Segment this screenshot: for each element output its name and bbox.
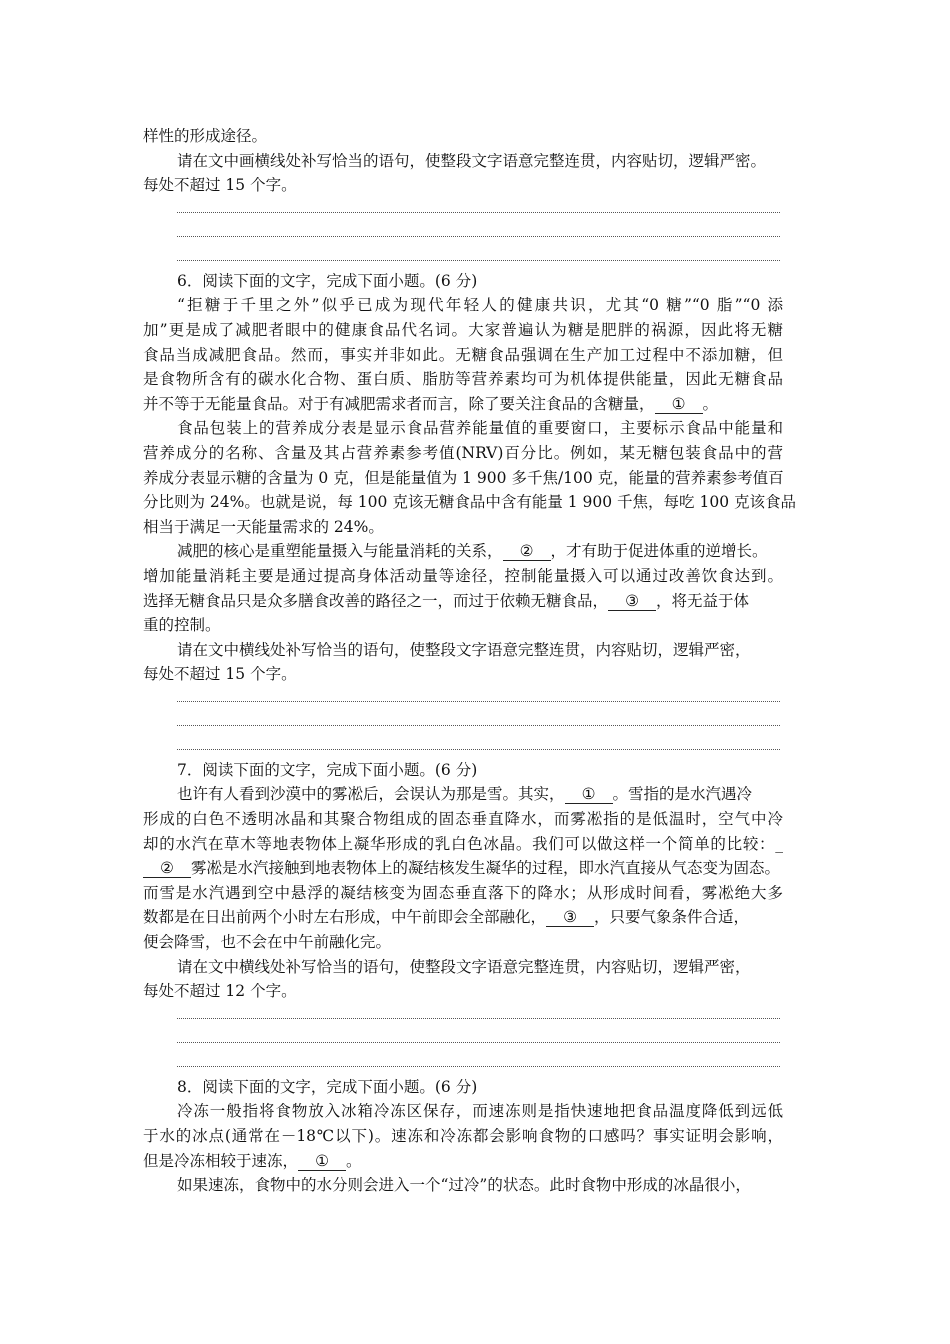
fill-blank-1[interactable]: ① [298, 1152, 346, 1171]
answer-lines [143, 198, 783, 269]
paragraph-line: 食品包装上的营养成分表是显示食品营养能量值的重要窗口，主要标示食品中能量和 [177, 419, 783, 438]
paragraph-line: 便会降雪，也不会在中午前融化完。 [143, 933, 392, 952]
paragraph-line: 重的控制。 [143, 616, 221, 635]
fill-blank-3[interactable]: ③ [608, 592, 656, 611]
paragraph-line: 并不等于无能量食品。对于有减肥需求者而言，除了要关注食品的含糖量， ① 。 [143, 394, 719, 413]
paragraph-line: “拒糖于千里之外”似乎已成为现代年轻人的健康共识，尤其“0 糖”“0 脂”“0 添 [177, 296, 783, 315]
instruction-line: 请在文中横线处补写恰当的语句，使整段文字语意完整连贯，内容贴切，逻辑严密， [177, 957, 751, 976]
answer-line[interactable] [177, 212, 780, 213]
paragraph-line: 分比则为 24%。也就是说，每 100 克该无糖食品中含有能量 1 900 千焦，每吃 100 克该食品 [143, 493, 796, 512]
paragraph-line: 形成的白色不透明冰晶和其聚合物组成的固态垂直降水，而雾凇指的是低温时，空气中冷 [143, 810, 783, 829]
answer-line[interactable] [177, 236, 780, 237]
instruction-line: 请在文中横线处补写恰当的语句，使整段文字语意完整连贯，内容贴切，逻辑严密， [177, 640, 751, 659]
question-header: 6．阅读下面的文字，完成下面小题。(6 分) [177, 271, 478, 290]
paragraph-line: 于水的冰点(通常在－18℃以下)。速冻和冷冻都会影响食物的口感吗？事实证明会影响， [143, 1127, 783, 1145]
fill-blank-2[interactable]: ② [143, 859, 191, 878]
paragraph-line: 加”更是成了减肥者眼中的健康食品代名词。大家普遍认为糖是肥胖的祸源，因此将无糖 [143, 320, 783, 339]
answer-line[interactable] [177, 1066, 780, 1067]
instruction-line: 请在文中画横线处补写恰当的语句，使整段文字语意完整连贯，内容贴切，逻辑严密。 [177, 151, 767, 170]
paragraph-line: 而雪是水汽遇到空中悬浮的凝结核变为固态垂直落下的降水；从形成时间看，雾凇绝大多 [143, 883, 783, 902]
paragraph-line: 养成分表显示糖的含量为 0 克，但是能量值为 1 900 多千焦/100 克，能量的营养素参考值百 [143, 468, 784, 487]
paragraph-line: 但是冷冻相较于速冻， ① 。 [143, 1151, 362, 1170]
question-8 [143, 1075, 783, 1198]
fill-blank-2[interactable]: ② [503, 542, 551, 561]
answer-lines [143, 687, 783, 758]
answer-lines [143, 1004, 783, 1075]
fill-blank-1[interactable]: ① [565, 785, 613, 804]
instruction-line: 每处不超过 15 个字。 [143, 665, 297, 684]
paragraph-line: 冷冻一般指将食物放入冰箱冷冻区保存，而速冻则是指快速地把食品温度降低到远低 [177, 1102, 783, 1121]
answer-line[interactable] [177, 1042, 780, 1043]
answer-line[interactable] [177, 260, 780, 261]
question-7 [143, 758, 783, 1075]
answer-line[interactable] [177, 749, 780, 750]
paragraph-line: 营养成分的名称、含量及其占营养素参考值(NRV)百分比。例如，某无糖包装食品中的营 [143, 443, 783, 462]
fill-blank-3[interactable]: ③ [546, 908, 594, 927]
question-6 [143, 269, 796, 758]
fill-blank-1[interactable]: ① [655, 395, 703, 414]
paragraph-line: 减肥的核心是重塑能量摄入与能量消耗的关系， ② ，才有助于促进体重的逆增长。 [177, 542, 768, 561]
paragraph-line: 相当于满足一天能量需求的 24%。 [143, 517, 384, 536]
instruction-line: 每处不超过 12 个字。 [143, 982, 297, 1001]
instruction-line: 每处不超过 15 个字。 [143, 176, 297, 195]
continued-text: 样性的形成途径。 [143, 127, 268, 145]
paragraph-line: 如果速冻，食物中的水分则会进入一个“过冷”的状态。此时食物中形成的冰晶很小， [177, 1176, 751, 1195]
paragraph-line: 也许有人看到沙漠中的雾凇后，会误认为那是雪。其实， ① 。雪指的是水汽遇冷 [177, 785, 753, 804]
paragraph-line: ② 雾凇是水汽接触到地表物体上的凝结核发生凝华的过程，即水汽直接从气态变为固态。 [143, 856, 783, 881]
paragraph-line: 增加能量消耗主要是通过提高身体活动量等途径，控制能量摄入可以通过改善饮食达到。 [143, 566, 783, 585]
answer-line[interactable] [177, 725, 780, 726]
question-header: 7．阅读下面的文字，完成下面小题。(6 分) [177, 760, 478, 779]
paragraph-line: 食品当成减肥食品。然而，事实并非如此。无糖食品强调在生产加工过程中不添加糖，但 [143, 345, 783, 364]
paragraph-line: 选择无糖食品只是众多膳食改善的路径之一，而过于依赖无糖食品， ③ ，将无益于体 [143, 591, 750, 610]
document-page [143, 124, 796, 1198]
paragraph-line: 数都是在日出前两个小时左右形成，中午前即会全部融化， ③ ，只要气象条件合适， [143, 908, 750, 927]
answer-line[interactable] [177, 1018, 780, 1019]
question-header: 8．阅读下面的文字，完成下面小题。(6 分) [177, 1077, 478, 1096]
paragraph-line: 却的水汽在草木等地表物体上凝华形成的乳白色冰晶。我们可以做这样一个简单的比较：_ [143, 834, 783, 853]
paragraph-line: 是食物所含有的碳水化合物、蛋白质、脂肪等营养素均可为机体提供能量，因此无糖食品 [143, 370, 783, 389]
answer-line[interactable] [177, 701, 780, 702]
